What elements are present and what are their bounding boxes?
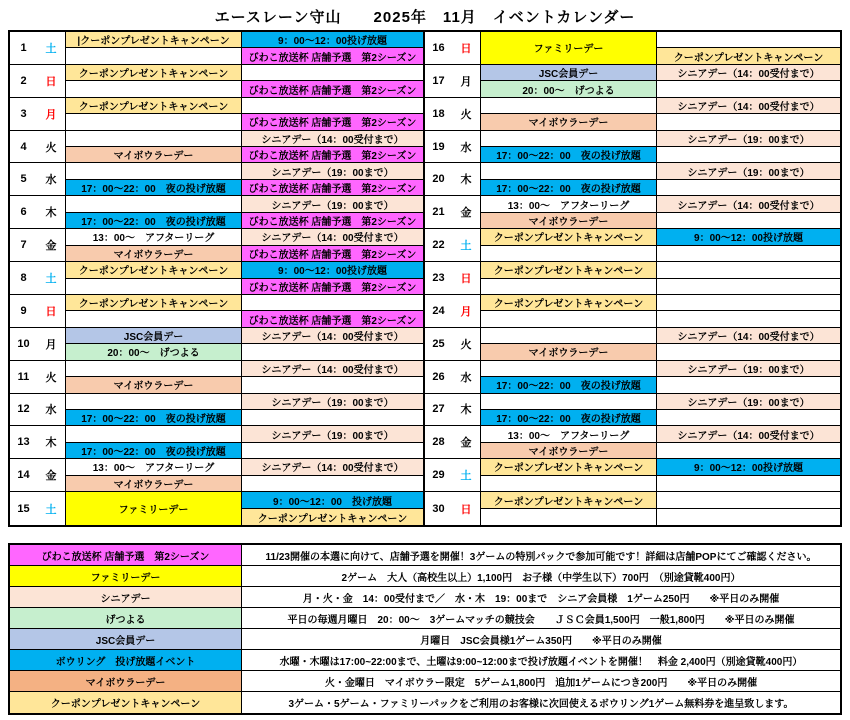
event-column-right (242, 328, 423, 360)
event-cell: シニアデー（19：00まで） (242, 426, 423, 442)
day-number: 2 (10, 65, 37, 97)
event-column-left (66, 229, 242, 261)
event-cell (66, 114, 241, 129)
event-cell (657, 492, 840, 509)
event-cell (242, 98, 423, 114)
event-cell (242, 65, 423, 81)
legend-description: 11/23開催の本選に向けて、店舗予選を開催！3ゲームの特別パックで参加可能です！詳細は店舗POPにてご確認ください。 (265, 551, 817, 563)
event-cell: マイボウラーデー (481, 443, 656, 458)
weekday-label: 月 (452, 65, 481, 97)
event-cell: 9：00～12：00投げ放題 (242, 262, 423, 278)
legend-row (10, 692, 840, 713)
event-column-left (481, 131, 657, 163)
day-number: 22 (425, 229, 452, 261)
event-cell (242, 377, 423, 392)
weekday-label: 金 (452, 196, 481, 228)
day-number: 19 (425, 131, 452, 163)
event-column-right (242, 361, 423, 393)
event-column-right (657, 65, 840, 97)
day-number: 16 (425, 32, 452, 64)
event-column-right (242, 229, 423, 261)
event-cell: 17：00～22：00 夜の投げ放題 (481, 377, 656, 392)
event-cell (481, 328, 656, 344)
day-number: 13 (10, 426, 37, 458)
event-column-right (657, 229, 840, 261)
weekday-label: 土 (37, 32, 66, 64)
weekday-label: 土 (37, 262, 66, 294)
event-cell (66, 279, 241, 294)
event-cell: クーポンプレゼントキャンペーン (657, 48, 840, 63)
calendar-day-row (10, 131, 423, 164)
event-cell: シニアデー（19：00まで） (242, 394, 423, 410)
calendar-day-row (425, 394, 840, 427)
day-number: 21 (425, 196, 452, 228)
day-number: 28 (425, 426, 452, 458)
calendar-day-row (425, 328, 840, 361)
day-number: 18 (425, 98, 452, 130)
event-cell: マイボウラーデー (66, 377, 241, 392)
event-cell: 17：00～22：00 夜の投げ放題 (481, 147, 656, 162)
event-cell: シニアデー（14：00受付まで） (657, 65, 840, 81)
weekday-label: 金 (452, 426, 481, 458)
event-cell: 20：00～ げつよる (481, 81, 656, 96)
calendar-day-row (10, 328, 423, 361)
calendar-day-row (10, 394, 423, 427)
legend-swatch: シニアデー (10, 587, 242, 607)
event-cell: びわこ放送杯 店舗予選 第2シーズン (242, 213, 423, 228)
event-cell: マイボウラーデー (481, 344, 656, 359)
day-number: 25 (425, 328, 452, 360)
event-cell (481, 246, 656, 261)
event-cell: 9：00～12：00投げ放題 (657, 229, 840, 245)
event-cell (657, 147, 840, 162)
event-cell: シニアデー（14：00受付まで） (242, 361, 423, 377)
event-cell (66, 81, 241, 96)
event-cell (481, 131, 656, 147)
event-column-right (242, 492, 423, 525)
weekday-label: 金 (37, 459, 66, 491)
event-column-right (242, 98, 423, 130)
event-cell (657, 81, 840, 96)
day-number: 5 (10, 163, 37, 195)
event-cell: びわこ放送杯 店舗予選 第2シーズン (242, 48, 423, 63)
day-number: 24 (425, 295, 452, 327)
event-cell: シニアデー（19：00まで） (657, 394, 840, 410)
event-cell (242, 410, 423, 425)
event-column-left (481, 328, 657, 360)
event-cell (66, 48, 241, 63)
event-cell (481, 394, 656, 410)
weekday-label: 金 (37, 229, 66, 261)
event-cell: クーポンプレゼントキャンペーン (66, 98, 241, 114)
event-cell: ファミリーデー (481, 32, 656, 64)
event-cell: クーポンプレゼントキャンペーン (481, 459, 656, 475)
weekday-label: 火 (452, 328, 481, 360)
weekday-label: 水 (452, 131, 481, 163)
legend-description: 3ゲーム・5ゲーム・ファミリーパックをご利用のお客様に次回使えるボウリング1ゲーム無料券を進呈致します。 (288, 699, 794, 710)
event-cell: シニアデー（14：00受付まで） (242, 459, 423, 475)
event-cell (481, 98, 656, 114)
day-number: 3 (10, 98, 37, 130)
event-cell (657, 180, 840, 195)
event-cell (66, 311, 241, 326)
legend-swatch: びわこ放送杯 店舗予選 第2シーズン (10, 545, 242, 565)
event-cell (481, 279, 656, 294)
day-number: 1 (10, 32, 37, 64)
event-cell: 13：00～ アフターリーグ (481, 196, 656, 212)
event-cell (657, 509, 840, 525)
event-cell (66, 131, 241, 147)
day-number: 12 (10, 394, 37, 426)
legend-row (10, 671, 840, 692)
weekday-label: 木 (37, 426, 66, 458)
event-cell: シニアデー（14：00受付まで） (242, 131, 423, 147)
calendar-day-row (425, 32, 840, 65)
calendar-day-row (10, 361, 423, 394)
calendar-grid (8, 30, 842, 527)
event-cell: シニアデー（14：00受付まで） (242, 328, 423, 344)
legend-swatch: JSC会員デー (10, 629, 242, 649)
legend-swatch: げつよる (10, 608, 242, 628)
calendar-day-row (10, 98, 423, 131)
event-column-left (481, 394, 657, 426)
event-column-right (657, 426, 840, 458)
event-column-left (66, 262, 242, 294)
legend-row (10, 608, 840, 629)
event-cell: クーポンプレゼントキャンペーン (481, 229, 656, 245)
event-column-right (657, 295, 840, 327)
weekday-label: 土 (452, 229, 481, 261)
event-cell: シニアデー（19：00まで） (242, 196, 423, 212)
day-number: 23 (425, 262, 452, 294)
event-column-right (657, 32, 840, 64)
calendar-day-row (425, 131, 840, 164)
weekday-label: 水 (37, 163, 66, 195)
event-cell: マイボウラーデー (66, 246, 241, 261)
event-cell (657, 213, 840, 228)
event-cell: びわこ放送杯 店舗予選 第2シーズン (242, 81, 423, 96)
day-number: 8 (10, 262, 37, 294)
event-cell: シニアデー（19：00まで） (657, 163, 840, 179)
legend-description: 月曜日 JSC会員様1ゲーム350円 ※平日のみ開催 (420, 635, 662, 647)
calendar-day-row (10, 229, 423, 262)
legend-description: 2ゲーム 大人（高校生以上）1,100円 お子様（中学生以下）700円 （別途貸靴400円） (341, 572, 741, 584)
event-cell: びわこ放送杯 店舗予選 第2シーズン (242, 279, 423, 294)
calendar-day-row (425, 163, 840, 196)
weekday-label: 木 (452, 163, 481, 195)
event-column-left (481, 229, 657, 261)
day-number: 17 (425, 65, 452, 97)
calendar-day-row (425, 65, 840, 98)
calendar-day-row (425, 361, 840, 394)
calendar-day-row (425, 459, 840, 492)
event-cell: ファミリーデー (66, 492, 241, 525)
event-cell (657, 311, 840, 326)
event-cell (242, 344, 423, 359)
event-cell: シニアデー（14：00受付まで） (657, 426, 840, 442)
legend-table (8, 543, 842, 715)
event-cell: シニアデー（19：00まで） (657, 131, 840, 147)
event-column-left (481, 196, 657, 228)
calendar-days-16-30 (423, 32, 840, 525)
event-cell: JSC会員デー (481, 65, 656, 81)
event-cell (481, 476, 656, 491)
event-cell (657, 476, 840, 491)
event-cell (481, 311, 656, 326)
calendar-day-row (425, 426, 840, 459)
weekday-label: 火 (37, 361, 66, 393)
event-column-left (481, 163, 657, 195)
event-column-left (481, 492, 657, 525)
event-column-left (66, 426, 242, 458)
event-cell (66, 361, 241, 377)
day-number: 7 (10, 229, 37, 261)
event-cell: 17：00～22：00 夜の投げ放題 (66, 410, 241, 425)
day-number: 15 (10, 492, 37, 525)
event-cell: 9：00～12：00 投げ放題 (242, 492, 423, 509)
legend-swatch: マイボウラーデー (10, 671, 242, 691)
event-column-right (657, 98, 840, 130)
event-cell: マイボウラーデー (66, 476, 241, 491)
legend-swatch: クーポンプレゼントキャンペーン (10, 692, 242, 713)
event-column-left (481, 98, 657, 130)
event-cell: 13：00～ アフターリーグ (481, 426, 656, 442)
legend-row (10, 545, 840, 566)
event-column-right (242, 394, 423, 426)
event-column-left (481, 295, 657, 327)
event-cell (657, 32, 840, 48)
event-column-right (657, 328, 840, 360)
calendar-day-row (425, 196, 840, 229)
legend-description: 月・火・金 14：00受付まで／ 水・木 19：00まで シニア会員様 1ゲーム250円 ※平日のみ開催 (302, 593, 780, 605)
calendar-day-row (10, 262, 423, 295)
weekday-label: 火 (452, 98, 481, 130)
event-column-left (66, 65, 242, 97)
weekday-label: 日 (452, 492, 481, 525)
day-number: 20 (425, 163, 452, 195)
legend-swatch: ボウリング 投げ放題イベント (10, 650, 242, 670)
event-cell: マイボウラーデー (481, 114, 656, 129)
event-cell: びわこ放送杯 店舗予選 第2シーズン (242, 180, 423, 195)
event-cell: 9：00～12：00投げ放題 (657, 459, 840, 475)
event-cell: クーポンプレゼントキャンペーン (66, 65, 241, 81)
event-cell: シニアデー（19：00まで） (657, 361, 840, 377)
event-cell (657, 344, 840, 359)
calendar-day-row (10, 426, 423, 459)
day-number: 10 (10, 328, 37, 360)
event-cell: びわこ放送杯 店舗予選 第2シーズン (242, 114, 423, 129)
event-cell (66, 426, 241, 442)
event-column-right (657, 492, 840, 525)
event-cell (657, 377, 840, 392)
weekday-label: 木 (37, 196, 66, 228)
calendar-day-row (10, 32, 423, 65)
day-number: 30 (425, 492, 452, 525)
event-column-right (657, 459, 840, 491)
event-column-right (657, 361, 840, 393)
event-cell: 13：00～ アフターリーグ (66, 229, 241, 245)
event-column-left (66, 32, 242, 64)
event-cell: マイボウラーデー (481, 213, 656, 228)
event-cell (481, 509, 656, 525)
event-column-left (481, 459, 657, 491)
event-cell: クーポンプレゼントキャンペーン (66, 262, 241, 278)
calendar-day-row (425, 229, 840, 262)
event-cell: シニアデー（14：00受付まで） (657, 196, 840, 212)
event-cell: マイボウラーデー (66, 147, 241, 162)
event-cell: 17：00～22：00 夜の投げ放題 (481, 410, 656, 425)
event-column-right (242, 196, 423, 228)
legend-description: 火・金曜日 マイボウラー限定 5ゲーム1,800円 追加1ゲームにつき200円 ※平日のみ開催 (324, 677, 758, 689)
day-number: 29 (425, 459, 452, 491)
event-cell: 17：00～22：00 夜の投げ放題 (66, 180, 241, 195)
weekday-label: 月 (452, 295, 481, 327)
weekday-label: 月 (37, 98, 66, 130)
event-column-right (242, 459, 423, 491)
legend-row (10, 650, 840, 671)
event-column-left (481, 65, 657, 97)
event-column-left (66, 163, 242, 195)
event-cell: シニアデー（19：00まで） (242, 163, 423, 179)
calendar-day-row (425, 492, 840, 525)
event-cell: 17：00～22：00 夜の投げ放題 (66, 213, 241, 228)
event-column-right (242, 262, 423, 294)
event-column-right (242, 131, 423, 163)
event-column-right (242, 426, 423, 458)
event-cell: クーポンプレゼントキャンペーン (481, 262, 656, 278)
weekday-label: 日 (452, 32, 481, 64)
event-cell: |クーポンプレゼントキャンペーン (66, 32, 241, 48)
event-cell: シニアデー（14：00受付まで） (242, 229, 423, 245)
day-number: 9 (10, 295, 37, 327)
event-cell: びわこ放送杯 店舗予選 第2シーズン (242, 147, 423, 162)
calendar-day-row (10, 196, 423, 229)
legend-row (10, 587, 840, 608)
event-column-left (66, 459, 242, 491)
event-column-right (657, 262, 840, 294)
event-cell (242, 443, 423, 458)
calendar-day-row (425, 295, 840, 328)
day-number: 4 (10, 131, 37, 163)
event-column-left (66, 295, 242, 327)
event-cell (657, 262, 840, 278)
event-cell (657, 295, 840, 311)
calendar-day-row (425, 262, 840, 295)
event-cell (657, 443, 840, 458)
event-column-left (66, 394, 242, 426)
event-cell (481, 163, 656, 179)
event-column-right (657, 196, 840, 228)
weekday-label: 木 (452, 394, 481, 426)
day-number: 6 (10, 196, 37, 228)
event-column-right (242, 163, 423, 195)
weekday-label: 月 (37, 328, 66, 360)
day-number: 27 (425, 394, 452, 426)
event-cell (657, 279, 840, 294)
event-cell (242, 295, 423, 311)
legend-row (10, 566, 840, 587)
weekday-label: 日 (37, 65, 66, 97)
day-number: 14 (10, 459, 37, 491)
event-column-left (481, 32, 657, 64)
event-column-left (66, 196, 242, 228)
event-cell (657, 410, 840, 425)
event-column-left (481, 262, 657, 294)
event-column-right (242, 65, 423, 97)
event-column-right (657, 163, 840, 195)
event-column-right (242, 295, 423, 327)
legend-swatch: ファミリーデー (10, 566, 242, 586)
event-column-left (481, 426, 657, 458)
event-cell (66, 394, 241, 410)
weekday-label: 水 (452, 361, 481, 393)
event-cell: びわこ放送杯 店舗予選 第2シーズン (242, 246, 423, 261)
event-cell (481, 361, 656, 377)
weekday-label: 火 (37, 131, 66, 163)
event-column-left (66, 131, 242, 163)
calendar-day-row (10, 65, 423, 98)
event-column-right (657, 131, 840, 163)
event-cell: 13：00～ アフターリーグ (66, 459, 241, 475)
weekday-label: 日 (452, 262, 481, 294)
event-cell (242, 476, 423, 491)
event-column-right (242, 32, 423, 64)
day-number: 11 (10, 361, 37, 393)
legend-row (10, 629, 840, 650)
event-column-left (481, 361, 657, 393)
event-cell: 20：00～ げつよる (66, 344, 241, 359)
event-cell: JSC会員デー (66, 328, 241, 344)
event-column-left (66, 328, 242, 360)
weekday-label: 土 (452, 459, 481, 491)
event-cell (657, 114, 840, 129)
calendar-day-row (10, 163, 423, 196)
event-cell: クーポンプレゼントキャンペーン (481, 492, 656, 509)
event-cell (66, 163, 241, 179)
event-cell: シニアデー（14：00受付まで） (657, 328, 840, 344)
event-cell: シニアデー（14：00受付まで） (657, 98, 840, 114)
event-cell: 17：00～22：00 夜の投げ放題 (66, 443, 241, 458)
weekday-label: 日 (37, 295, 66, 327)
event-column-right (657, 394, 840, 426)
event-cell (657, 246, 840, 261)
legend-description: 平日の毎週月曜日 20：00～ 3ゲームマッチの競技会 ＪＳＣ会員1,500円 一般1,800円 ※平日のみ開催 (287, 614, 795, 626)
event-cell: クーポンプレゼントキャンペーン (66, 295, 241, 311)
event-cell: クーポンプレゼントキャンペーン (481, 295, 656, 311)
event-column-left (66, 361, 242, 393)
event-cell: クーポンプレゼントキャンペーン (242, 509, 423, 525)
event-cell: 17：00～22：00 夜の投げ放題 (481, 180, 656, 195)
calendar-day-row (10, 492, 423, 525)
legend-description: 水曜・木曜は17:00~22:00まで、土曜は9:00~12:00まで投げ放題イベントを開催！ 料金 2,400円（別途貸靴400円） (279, 656, 803, 668)
page-title: エースレーン守山 2025年 11月 イベントカレンダー (214, 9, 636, 26)
day-number: 26 (425, 361, 452, 393)
calendar-day-row (10, 295, 423, 328)
event-column-left (66, 98, 242, 130)
event-cell: 9：00～12：00投げ放題 (242, 32, 423, 48)
event-cell (66, 196, 241, 212)
event-cell: びわこ放送杯 店舗予選 第2シーズン (242, 311, 423, 326)
calendar-day-row (425, 98, 840, 131)
calendar-day-row (10, 459, 423, 492)
weekday-label: 土 (37, 492, 66, 525)
event-column-left (66, 492, 242, 525)
weekday-label: 水 (37, 394, 66, 426)
calendar-days-1-15 (10, 32, 423, 525)
